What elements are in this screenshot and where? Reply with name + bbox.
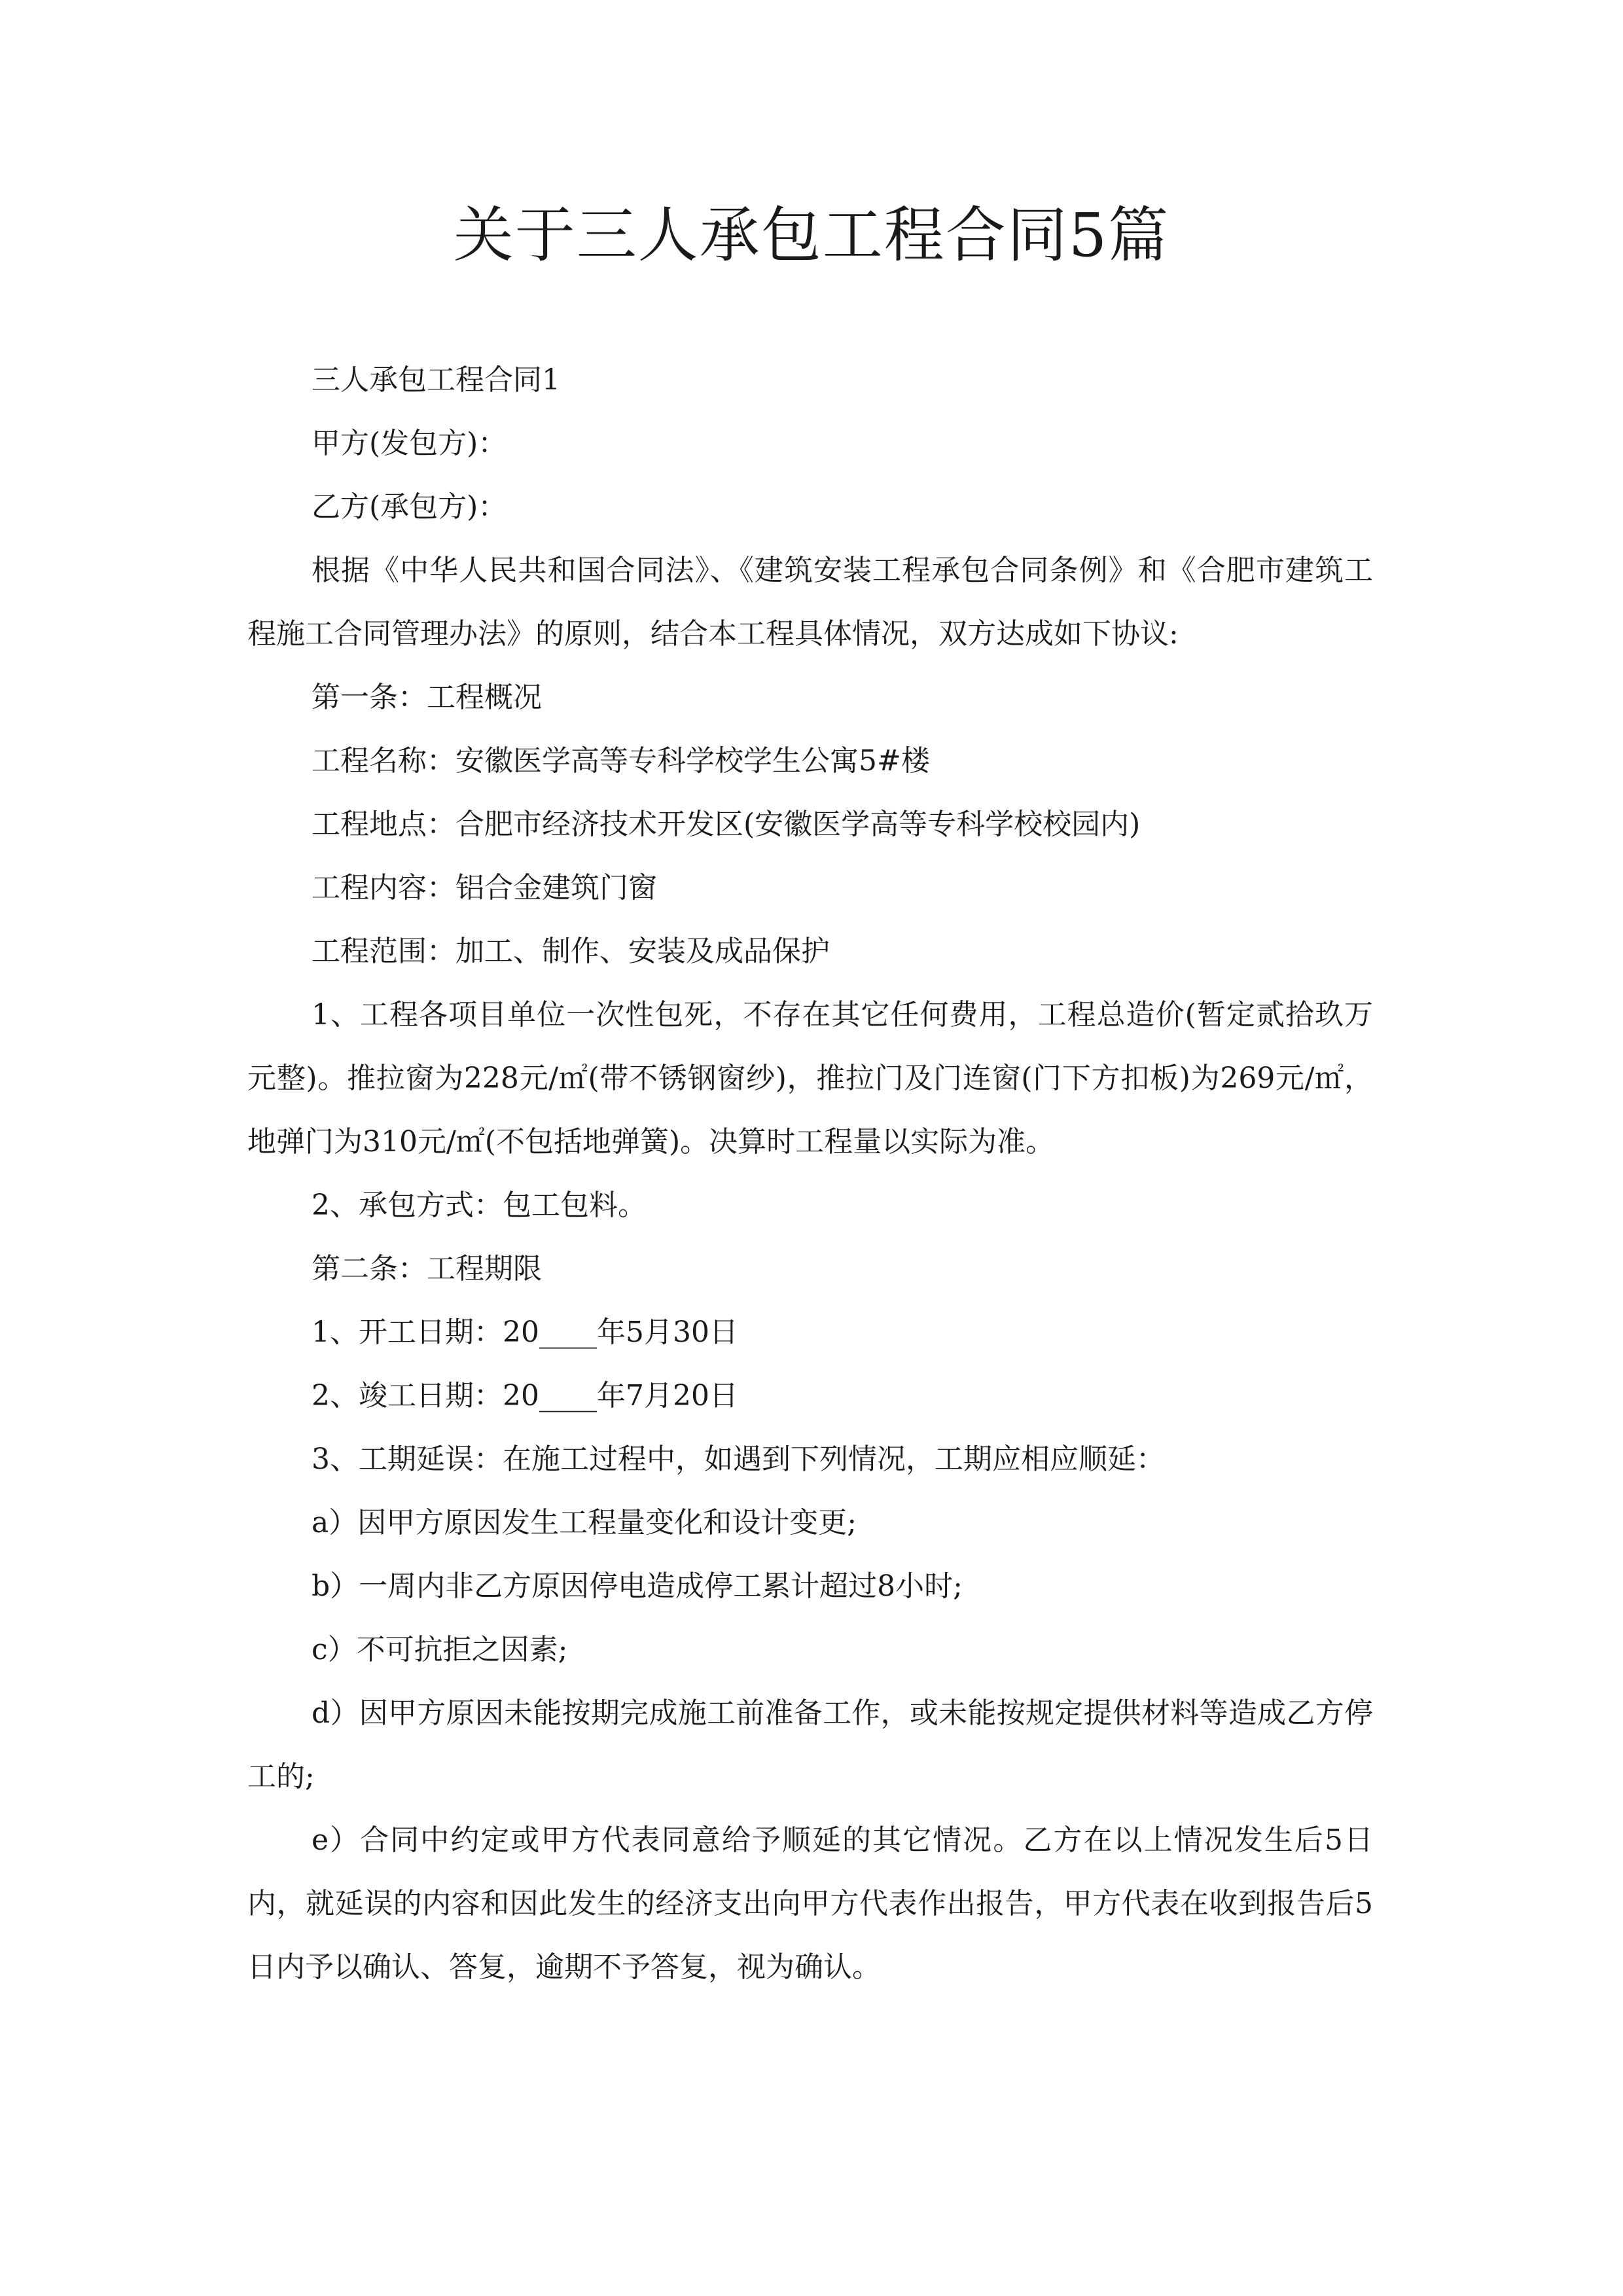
paragraph-item-b: b）一周内非乙方原因停电造成停工累计超过8小时; (312, 1570, 963, 1603)
paragraph-item-a: a）因甲方原因发生工程量变化和设计变更; (312, 1506, 857, 1539)
paragraph-pricing: 1、工程各项目单位一次性包死，不存在其它任何费用，工程总造价(暂定贰拾玖万元整)。推拉窗为228元/㎡(带不锈钢窗纱)，推拉门及门连窗(门下方扣板)为269元/㎡，地弹门为310元/㎡(不包括地弹簧)。决算时工程量以实际为准。 (247, 998, 1373, 1158)
paragraph-party-a: 甲方(发包方)： (312, 427, 507, 460)
paragraph-contract-method: 2、承包方式：包工包料。 (312, 1189, 647, 1222)
paragraph-basis: 根据《中华人民共和国合同法》、《建筑安装工程承包合同条例》和《合肥市建筑工程施工合同管理办法》的原则，结合本工程具体情况，双方达成如下协议: (247, 554, 1373, 651)
paragraph-party-b: 乙方(承包方)： (312, 490, 507, 524)
paragraph-start-date: 1、开工日期：20____年5月30日 (312, 1316, 738, 1349)
paragraph-project-content: 工程内容：铝合金建筑门窗 (312, 871, 657, 905)
paragraph-article-2: 第二条：工程期限 (312, 1252, 542, 1285)
document-title: 关于三人承包工程合同5篇 (453, 200, 1170, 270)
paragraph-project-location: 工程地点：合肥市经济技术开发区(安徽医学高等专科学校校园内) (312, 808, 1141, 841)
paragraph-contract-heading: 三人承包工程合同1 (312, 363, 560, 397)
paragraph-project-name: 工程名称：安徽医学高等专科学校学生公寓5#楼 (312, 744, 930, 778)
paragraph-item-e: e）合同中约定或甲方代表同意给予顺延的其它情况。乙方在以上情况发生后5日内，就延误的内容和因此发生的经济支出向甲方代表作出报告，甲方代表在收到报告后5日内予以确认、答复，逾期不予答复，视为确认。 (247, 1823, 1373, 1984)
paragraph-item-c: c）不可抗拒之因素; (312, 1633, 568, 1666)
paragraph-delay: 3、工期延误：在施工过程中，如遇到下列情况，工期应相应顺延： (312, 1443, 1165, 1476)
paragraph-item-d: d）因甲方原因未能按期完成施工前准备工作，或未能按规定提供材料等造成乙方停工的; (247, 1696, 1373, 1793)
paragraph-completion-date: 2、竣工日期：20____年7月20日 (312, 1379, 738, 1412)
paragraph-project-scope: 工程范围：加工、制作、安装及成品保护 (312, 935, 830, 968)
document-body (247, 348, 1373, 1999)
paragraph-article-1: 第一条：工程概况 (312, 681, 542, 714)
